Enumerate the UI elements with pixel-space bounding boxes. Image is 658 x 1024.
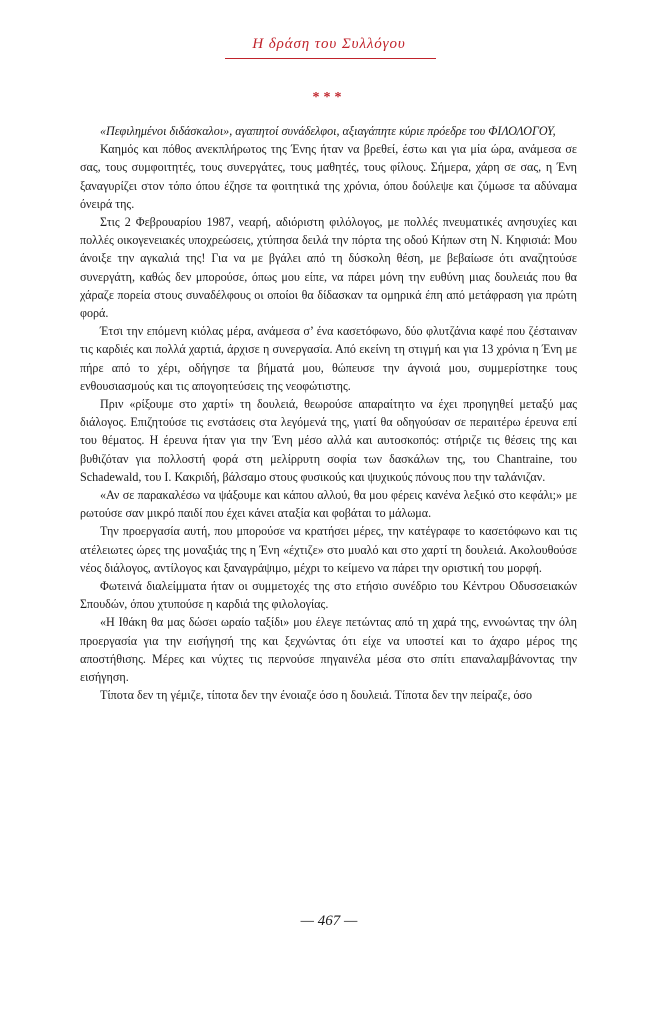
page-number: — 467 — [300,913,358,929]
paragraph: Καημός και πόθος ανεκπλήρωτος της Ένης ήταν να βρεθεί, έστω και για μία ώρα, ανάμεσα σε σας, τους συμφοιτητές, τους συνεργάτες, τους μαθητές, τους φίλους. Σήμερα, χάρη σε σας, η Ένη ξαναγυρίζει στον τόπο όπου έζησε τα φοιτητικά της χρόνια, όπου δούλεψε και ζύμωσε τα αδύναμα όνειρά της. [80,142,577,211]
paragraph: Τίποτα δεν τη γέμιζε, τίποτα δεν την ένοιαζε όσο η δουλειά. Τίποτα δεν την πείραζε, όσο [100,688,533,703]
paragraph: Πριν «ρίξουμε στο χαρτί» τη δουλειά, θεωρούσε απαραίτητο να έχει προηγηθεί μεταξύ μας διάλογος. Επιζητούσε τις ενστάσεις στα λεγόμενά της, γιατί θα οδηγούσαν σε περαιτέρω έρευνα επί του θέματος. Η έρευνα ήταν για την Ένη μέσο αλλά και αυτοσκοπός: στήριζε τις θέσεις της και βυθιζόταν για πολλοστή φορά στη μελίρρυτη σοφία των δασκάλων της, του Chantraine, του Schadewald, του Ι. Κακριδή, βάλσαμο στους φυσικούς και ψυχικούς πόνους που την ταλάνιζαν. [80,397,577,484]
paragraph: Την προεργασία αυτή, που μπορούσε να κρατήσει μέρες, την κατέγραφε το κασετόφωνο και τις ατέλειωτες ώρες της μοναξιάς της η Ένη «έχτιζε» στο μυαλό και στο χαρτί τη δουλειά. Ακολουθούσε νέος διάλογος, αντίλογος και ξαναγράψιμο, μέχρι το κείμενο να πάρει την οριστική του μορφή. [80,524,577,575]
header-rule [225,58,436,59]
running-title: Η δράση του Συλλόγου [252,36,406,52]
paragraph: «Η Ιθάκη θα μας δώσει ωραίο ταξίδι» μου έλεγε πετώντας από τη χαρά της, εννοώντας την όλη προεργασία για την εισήγησή της και ξεχνώντας ότι είχε να υποστεί και το άχαρο μέρος της αποστήθισης. Μέρες και νύχτες τις περνούσε πηγαινέλα μέσα στο σπίτι επαναλαμβάνοντας την εισήγηση. [80,615,577,685]
paragraph: Στις 2 Φεβρουαρίου 1987, νεαρή, αδιόριστη φιλόλογος, με πολλές πνευματικές ανησυχίες και πολλές οικογενειακές υποχρεώσεις, χτύπησα δειλά την πόρτα της οδού Κήπων στη Ν. Κηφισιά: Μου άνοιξε την αγκαλιά της! Για να με βγάλει από τη δύσκολη θέση, με βεβαίωσε ότι αναζητούσε συνεργάτη, καθώς δεν μπορούσε, όπως μου είπε, να πάρει μόνη την ευθύνη μιας δουλειάς που θα χάραζε πορεία στους συναδέλφους οι οποίοι θα δίδασκαν τα ομηρικά έπη από μετάφραση για πρώτη φορά. [80,215,577,321]
paragraph-salutation: «Πεφιλημένοι διδάσκαλοι», αγαπητοί συνάδελφοι, αξιαγάπητε κύριε πρόεδρε του ΦΙΛΟΛΟΓΟΥ, [100,124,556,138]
body-text [80,122,577,705]
paragraph: Έτσι την επόμενη κιόλας μέρα, ανάμεσα σ’ ένα κασετόφωνο, δύο φλυτζάνια καφέ που ζέσταιναν τις καρδιές και πολλά χαρτιά, άρχισε η συνεργασία. Από εκείνη τη στιγμή και για 13 χρόνια η Ένη με πήρε από το χέρι, οδήγησε τα βήματά μου, θώπευσε την άγνοιά μου, συμμερίστηκε τους ενθουσιασμούς και τις απογοητεύσεις της νεοφώτιστης. [80,324,577,393]
paragraph: «Αν σε παρακαλέσω να ψάξουμε και κάπου αλλού, θα μου φέρεις κανένα λεξικό στο κεφάλι;» με ρωτούσε σαν μικρό παιδί που έχει κάνει αταξία και φοβάται το μάλωμα. [80,488,577,521]
paragraph: Φωτεινά διαλείμματα ήταν οι συμμετοχές της στο ετήσιο συνέδριο του Κέντρου Οδυσσειακών Σπουδών, όπου χτυπούσε η καρδιά της φιλολογίας. [80,579,577,612]
section-separator: *** [312,90,346,105]
